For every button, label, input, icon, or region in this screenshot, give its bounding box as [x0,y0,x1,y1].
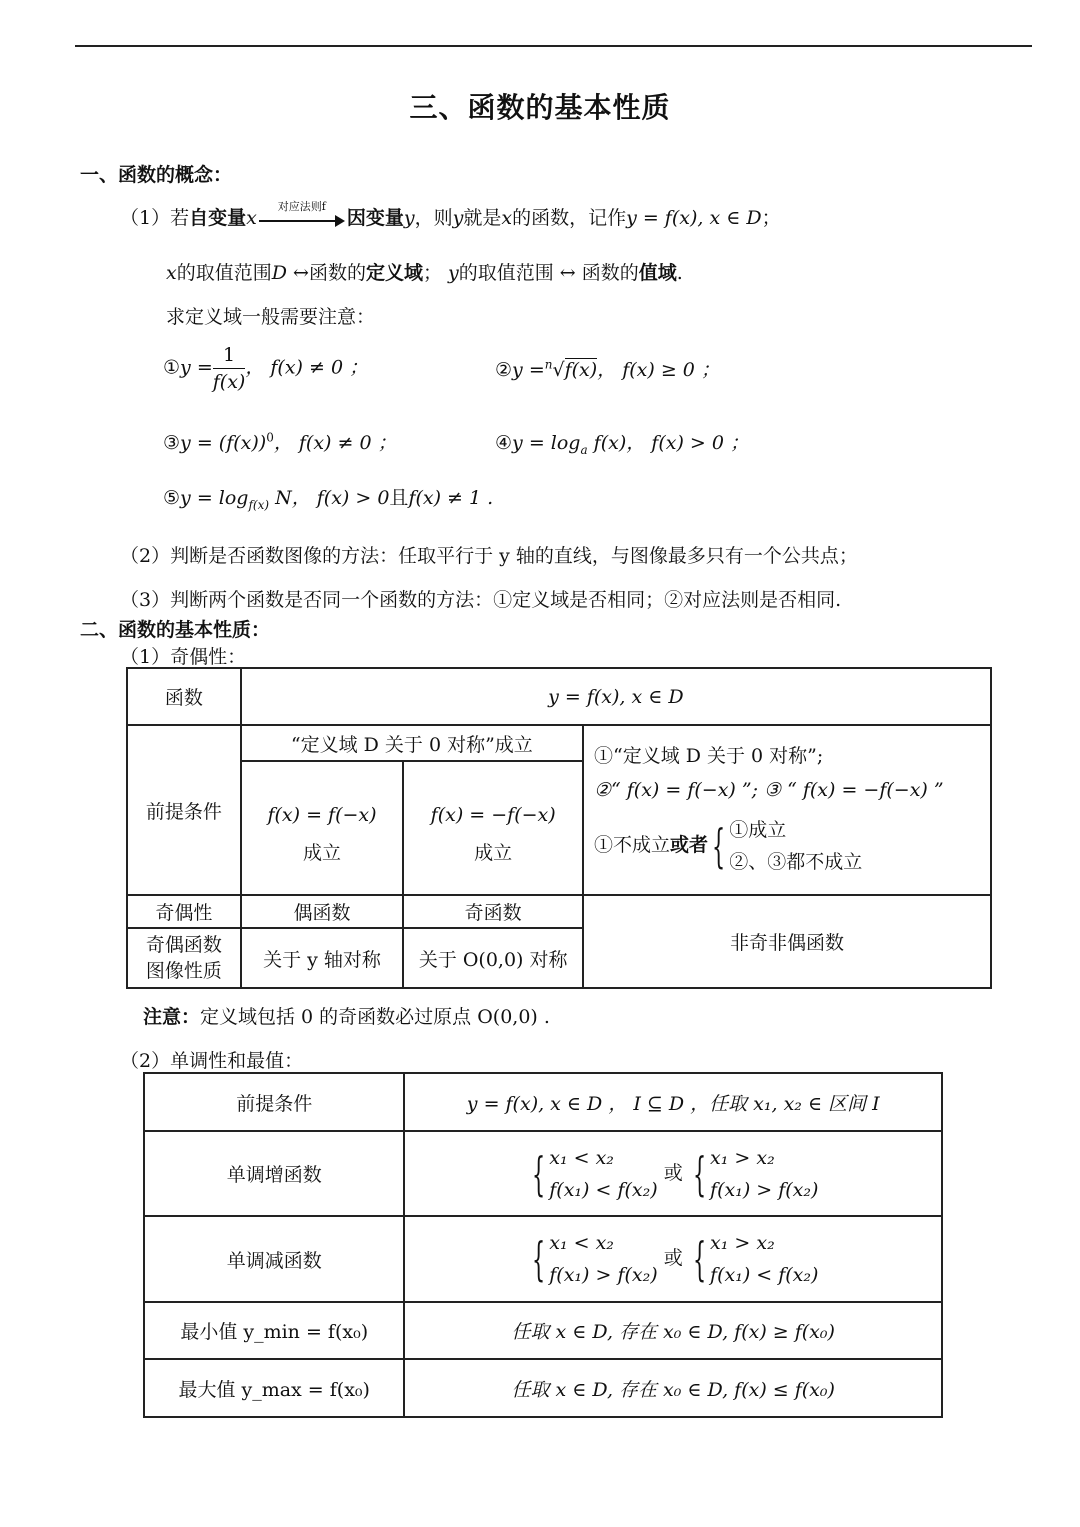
text: f(x₁) > f(x₂) [549,1264,658,1286]
lhs: y = (f(x)) [180,432,267,454]
neither-conditions [583,725,991,895]
case-b [710,1142,818,1206]
header-parity: 奇偶性 [127,895,241,928]
monotonic-subheading: （2）单调性和最值： [120,1050,304,1072]
parity-subheading: （1）奇偶性： [120,646,247,668]
lhs: y = [512,359,545,381]
radicand: f(x) [564,359,598,381]
minimum-definition: 任取 x ∈ D, 存在 x₀ ∈ D, f(x) ≥ f(x₀) [404,1302,942,1359]
decreasing-definition [404,1216,942,1302]
exponent: 0 [266,430,274,445]
text: ； [761,207,781,229]
header-precondition: 前提条件 [144,1073,404,1131]
fraction [213,344,246,393]
graph-test-line: （2）判断是否函数图像的方法：任取平行于 y 轴的直线，与图像最多只有一个公共点； [120,545,858,567]
even-function: 偶函数 [241,895,404,928]
header-function: 函数 [127,668,241,725]
radical-icon: √ [552,359,565,381]
rule-1 [163,344,368,393]
text: 图像性质 [145,960,222,982]
text: f(x₁) > f(x₂) [710,1178,819,1201]
para-number: （1）若 [120,207,190,229]
var-x: x [166,262,177,284]
rule-5 [163,483,493,512]
odd-graph-property: 关于 O(0,0) 对称 [403,928,583,988]
numerator: 1 [213,344,246,369]
condition: f(x) ≠ 1 . [408,487,494,509]
section-1-heading: 一、函数的概念： [80,164,233,186]
var-x: x [501,207,513,229]
left-brace-icon: { [532,1146,546,1201]
rule-2 [495,355,720,382]
maximum-definition: 任取 x ∈ D, 存在 x₀ ∈ D, f(x) ≤ f(x₀) [404,1359,942,1417]
left-brace-icon: { [712,819,726,873]
text: ，则 [414,207,453,229]
or-term: 或者 [670,834,709,856]
domain-term: 定义域 [365,262,423,284]
neither-cond-1: ①“定义域 D 关于 0 对称”; [593,745,824,767]
same-function-line: （3）判断两个函数是否同一个函数的方法：①定义域是否相同；②对应法则是否相同. [120,589,842,611]
text: x₁ > x₂ [710,1146,775,1169]
text: f(x₁) < f(x₂) [549,1178,658,1201]
neither-cond-2: ②“ f(x) = f(−x) ”; ③ “ f(x) = −f(−x) ” [593,779,944,801]
var-d: D ↔ [271,262,309,284]
root-index: n [544,357,553,372]
log-base: a [580,442,588,457]
range-term: 值域 [638,262,677,284]
brace-stack [729,814,862,878]
rule-label: ④ [495,432,513,454]
domain-range-line [166,258,683,285]
header-increasing: 单调增函数 [144,1131,404,1216]
var-y: y [448,262,459,284]
function-notation: y = f(x), x ∈ D [626,207,762,229]
top-rule [75,45,1032,47]
condition: ， f(x) ≠ 0 ； [245,356,369,379]
text: x₁ > x₂ [710,1232,775,1254]
lhs: y = log [512,432,581,454]
mapping-arrow [257,200,347,230]
mapping-arrow-label: 对应法则f [277,200,326,213]
text: 函数的 [308,262,366,284]
log-arg: f(x) [593,432,627,454]
precondition-value: y = f(x), x ∈ D ， I ⊆ D ，任取 x₁, x₂ ∈ 区间 I [404,1073,942,1131]
or-text: 或 [663,1161,683,1184]
condition: ， f(x) ≠ 0 ； [273,432,397,454]
text: 就是 [463,207,502,229]
text: 奇偶函数 [145,934,222,956]
header-maximum: 最大值 y_max = f(x₀) [144,1359,404,1417]
rule-label: ③ [163,432,181,454]
parity-table [126,667,992,989]
increasing-definition [404,1131,942,1216]
denominator: f(x) [212,371,246,393]
even-graph-property: 关于 y 轴对称 [241,928,404,988]
log-base: f(x) [248,497,270,512]
text: f(x₁) < f(x₂) [710,1264,819,1286]
page-title: 三、函数的基本性质 [409,91,671,124]
rule-3 [163,428,397,455]
var-x: x [246,207,257,229]
symmetric-domain-condition: “定义域 D 关于 0 对称”成立 [241,725,583,761]
condition: ， f(x) ≥ 0 ； [597,359,720,381]
odd-cond-formula: f(x) = −f(−x) [430,803,556,826]
rule-4 [495,428,749,457]
condition: ， f(x) > 0 [291,487,390,509]
text: ②、③都不成立 [729,851,863,873]
dependent-variable-label: 因变量 [346,207,404,229]
rule-label: ② [495,359,513,381]
text: x₁ < x₂ [549,1232,614,1254]
text: x₁ < x₂ [549,1146,614,1169]
text: 且 [389,487,409,509]
log-arg: N [275,487,292,509]
text: 的取值范围 [176,262,272,284]
left-brace-icon: { [692,1232,706,1286]
text: 的取值范围 ↔ 函数的 [458,262,639,284]
lhs: y = log [180,487,249,509]
monotonicity-table [143,1072,943,1418]
var-y: y [452,207,464,229]
definition-line [120,200,781,230]
left-brace-icon: { [692,1146,706,1201]
odd-function-note [143,1002,550,1029]
neither-cond-3 [594,814,990,878]
odd-condition [403,761,583,895]
even-cond-formula: f(x) = f(−x) [267,803,377,826]
independent-variable-label: 自变量 [189,207,247,229]
text: 的函数，记作 [512,207,627,229]
header-precondition: 前提条件 [127,725,241,895]
rule-label: ⑤ [163,487,181,509]
header-minimum: 最小值 y_min = f(x₀) [144,1302,404,1359]
section-2-heading: 二、函数的基本性质： [80,619,271,641]
text: . [676,262,683,284]
case-a [549,1142,657,1206]
left-brace-icon: { [532,1232,546,1286]
rule-label: ① [163,356,181,379]
text: ①成立 [729,819,787,841]
domain-note: 求定义域一般需要注意： [166,306,376,328]
neither-function: 非奇非偶函数 [583,895,991,988]
odd-function: 奇函数 [403,895,583,928]
note-text: 定义域包括 0 的奇函数必过原点 O(0,0) . [200,1006,550,1028]
or-text: 或 [663,1247,683,1269]
lhs: y = [180,356,213,379]
condition: ， f(x) > 0 ； [626,432,749,454]
text: 成立 [303,841,342,864]
var-y: y [403,207,415,229]
function-definition: y = f(x), x ∈ D [241,668,991,725]
text: ①不成立 [593,834,670,856]
case-b [710,1227,818,1291]
note-label: 注意： [143,1006,201,1028]
text: ； [422,262,442,284]
case-a [549,1227,657,1291]
header-decreasing: 单调减函数 [144,1216,404,1302]
even-condition [241,761,404,895]
text: 成立 [474,841,513,864]
header-graph-property [127,928,241,988]
